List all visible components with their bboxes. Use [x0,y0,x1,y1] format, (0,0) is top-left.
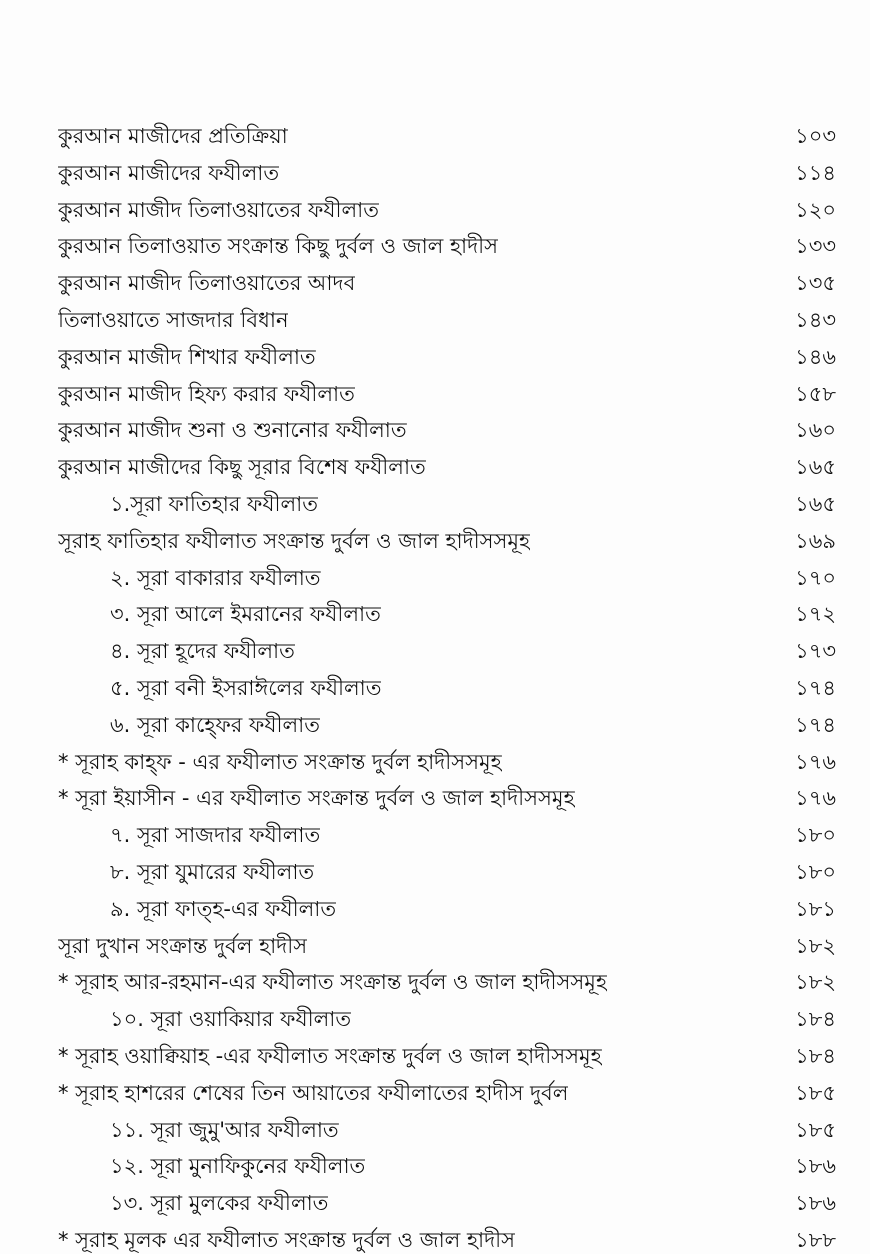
toc-entry [58,1222,836,1259]
table-of-contents [58,118,836,1259]
toc-entry [58,891,836,928]
toc-entry-title: ৯. সূরা ফাত্হ-এর ফযীলাত [110,896,337,921]
toc-entry [58,670,836,707]
toc-entry [58,339,836,376]
toc-entry-page-number: ১৮৫ [795,1117,836,1142]
toc-entry-page-number: ১০৩ [795,124,836,148]
toc-entry [58,302,836,339]
toc-entry-page-number: ১৭৬ [795,786,836,811]
toc-entry [58,449,836,486]
toc-entry [58,118,836,155]
toc-entry [58,523,836,560]
toc-entry-page-number: ১৭৬ [795,749,836,774]
toc-entry [58,1185,836,1222]
toc-entry-page-number: ১৭৪ [795,712,836,737]
toc-entry-title: কুরআন মাজীদ শিখার ফযীলাত [58,344,316,369]
toc-entry-page-number: ১৩৫ [795,271,836,296]
toc-entry-title: ২. সূরা বাকারার ফযীলাত [110,565,321,590]
toc-entry-page-number: ১৮৫ [795,1080,836,1105]
toc-entry [58,155,836,192]
toc-entry [58,1112,836,1149]
toc-entry-page-number: ১৪৩ [795,307,836,332]
toc-entry-title: ১০. সূরা ওয়াকিয়ার ফযীলাত [110,1007,352,1032]
toc-entry-page-number: ১৫৮ [795,381,836,406]
toc-entry-title: কুরআন মাজীদের প্রতিক্রিয়া [58,124,288,148]
toc-entry-title: * সূরাহ ওয়াক্বিয়াহ -এর ফযীলাত সংক্রান্ত দুর্বল ও জাল হাদীসসমূহ [58,1043,602,1068]
toc-entry-page-number: ১৮৪ [795,1043,836,1068]
toc-entry [58,486,836,523]
toc-entry-title: ১১. সূরা জুমু'আর ফযীলাত [110,1117,339,1142]
toc-entry-page-number: ১৪৬ [795,344,836,369]
toc-entry-title: কুরআন মাজীদের ফযীলাত [58,160,280,185]
toc-entry-page-number: ১৬০ [795,418,836,443]
toc-entry-page-number: ১৭০ [795,565,836,590]
toc-entry-title: কুরআন মাজীদ তিলাওয়াতের ফযীলাত [58,197,379,222]
toc-entry-page-number: ১৮৮ [795,1227,836,1252]
toc-entry-title: * সূরাহ আর-রহমান-এর ফযীলাত সংক্রান্ত দুর্বল ও জাল হাদীসসমূহ [58,970,607,995]
toc-entry [58,192,836,229]
toc-entry-page-number: ১১৪ [795,160,836,185]
toc-entry-title: তিলাওয়াতে সাজদার বিধান [58,307,289,332]
toc-entry-title: ৪. সূরা হূদের ফযীলাত [110,639,295,664]
toc-entry-title: * সূরা ইয়াসীন - এর ফযীলাত সংক্রান্ত দুর্বল ও জাল হাদীসসমূহ [58,786,575,811]
toc-entry-title: সূরা দুখান সংক্রান্ত দুর্বল হাদীস [58,933,308,958]
toc-entry [58,1038,836,1075]
toc-entry-title: ৫. সূরা বনী ইসরাঈলের ফযীলাত [110,675,382,700]
toc-entry-title: কুরআন তিলাওয়াত সংক্রান্ত কিছু দুর্বল ও জাল হাদীস [58,234,499,259]
toc-entry-title: * সূরাহ কাহ্ফ - এর ফযীলাত সংক্রান্ত দুর্বল হাদীসসমূহ [58,749,502,774]
toc-entry [58,1148,836,1185]
toc-entry-title: * সূরাহ হাশরের শেষের তিন আয়াতের ফযীলাতের হাদীস দুর্বল [58,1080,569,1105]
toc-entry-page-number: ১৬৯ [795,528,836,553]
toc-entry [58,560,836,597]
toc-entry-page-number: ১৮২ [795,970,836,995]
toc-entry-title: কুরআন মাজীদ তিলাওয়াতের আদব [58,271,356,296]
toc-entry-title: ৮. সূরা যুমারের ফযীলাত [110,859,315,884]
toc-entry-page-number: ১৮১ [795,896,836,921]
toc-entry-page-number: ১৮৬ [795,1191,836,1216]
toc-entry [58,412,836,449]
toc-entry-page-number: ১৮০ [795,859,836,884]
toc-entry-title: সূরাহ ফাতিহার ফযীলাত সংক্রান্ত দুর্বল ও জাল হাদীসসমূহ [58,528,531,553]
toc-entry-title: * সূরাহ মূলক এর ফযীলাত সংক্রান্ত দুর্বল ও জাল হাদীস [58,1227,516,1252]
toc-entry-page-number: ১২০ [795,197,836,222]
toc-entry-page-number: ১৭৪ [795,675,836,700]
toc-entry-title: ৩. সূরা আলে ইমরানের ফযীলাত [110,602,381,627]
toc-entry-title: ৬. সূরা কাহ্ফের ফযীলাত [110,712,320,737]
toc-entry-title: ৭. সূরা সাজদার ফযীলাত [110,823,321,848]
toc-entry-title: কুরআন মাজীদ হিফ্য করার ফযীলাত [58,381,355,406]
toc-entry-page-number: ১৮৬ [795,1154,836,1179]
toc-entry-page-number: ১৬৫ [795,455,836,480]
toc-entry [58,596,836,633]
toc-entry [58,376,836,413]
toc-entry [58,228,836,265]
toc-entry [58,964,836,1001]
toc-entry-title: ১৩. সূরা মুলকের ফযীলাত [110,1191,329,1216]
toc-entry [58,928,836,965]
toc-entry-page-number: ১৩৩ [795,234,836,259]
toc-entry [58,854,836,891]
toc-entry [58,265,836,302]
toc-entry-title: ১২. সূরা মুনাফিকুনের ফযীলাত [110,1154,366,1179]
toc-entry-title: কুরআন মাজীদের কিছু সূরার বিশেষ ফযীলাত [58,455,426,480]
toc-entry-page-number: ১৬৫ [795,491,836,516]
toc-entry-page-number: ১৭৩ [795,639,836,664]
toc-entry-page-number: ১৮০ [795,823,836,848]
toc-entry-title: ১.সূরা ফাতিহার ফযীলাত [110,491,318,516]
toc-entry [58,1001,836,1038]
toc-entry [58,633,836,670]
toc-entry [58,780,836,817]
toc-entry-title: কুরআন মাজীদ শুনা ও শুনানোর ফযীলাত [58,418,407,443]
toc-entry [58,744,836,781]
toc-entry [58,817,836,854]
toc-entry-page-number: ১৮৪ [795,1007,836,1032]
toc-entry [58,1075,836,1112]
toc-entry-page-number: ১৮২ [795,933,836,958]
toc-entry [58,707,836,744]
toc-entry-page-number: ১৭২ [795,602,836,627]
